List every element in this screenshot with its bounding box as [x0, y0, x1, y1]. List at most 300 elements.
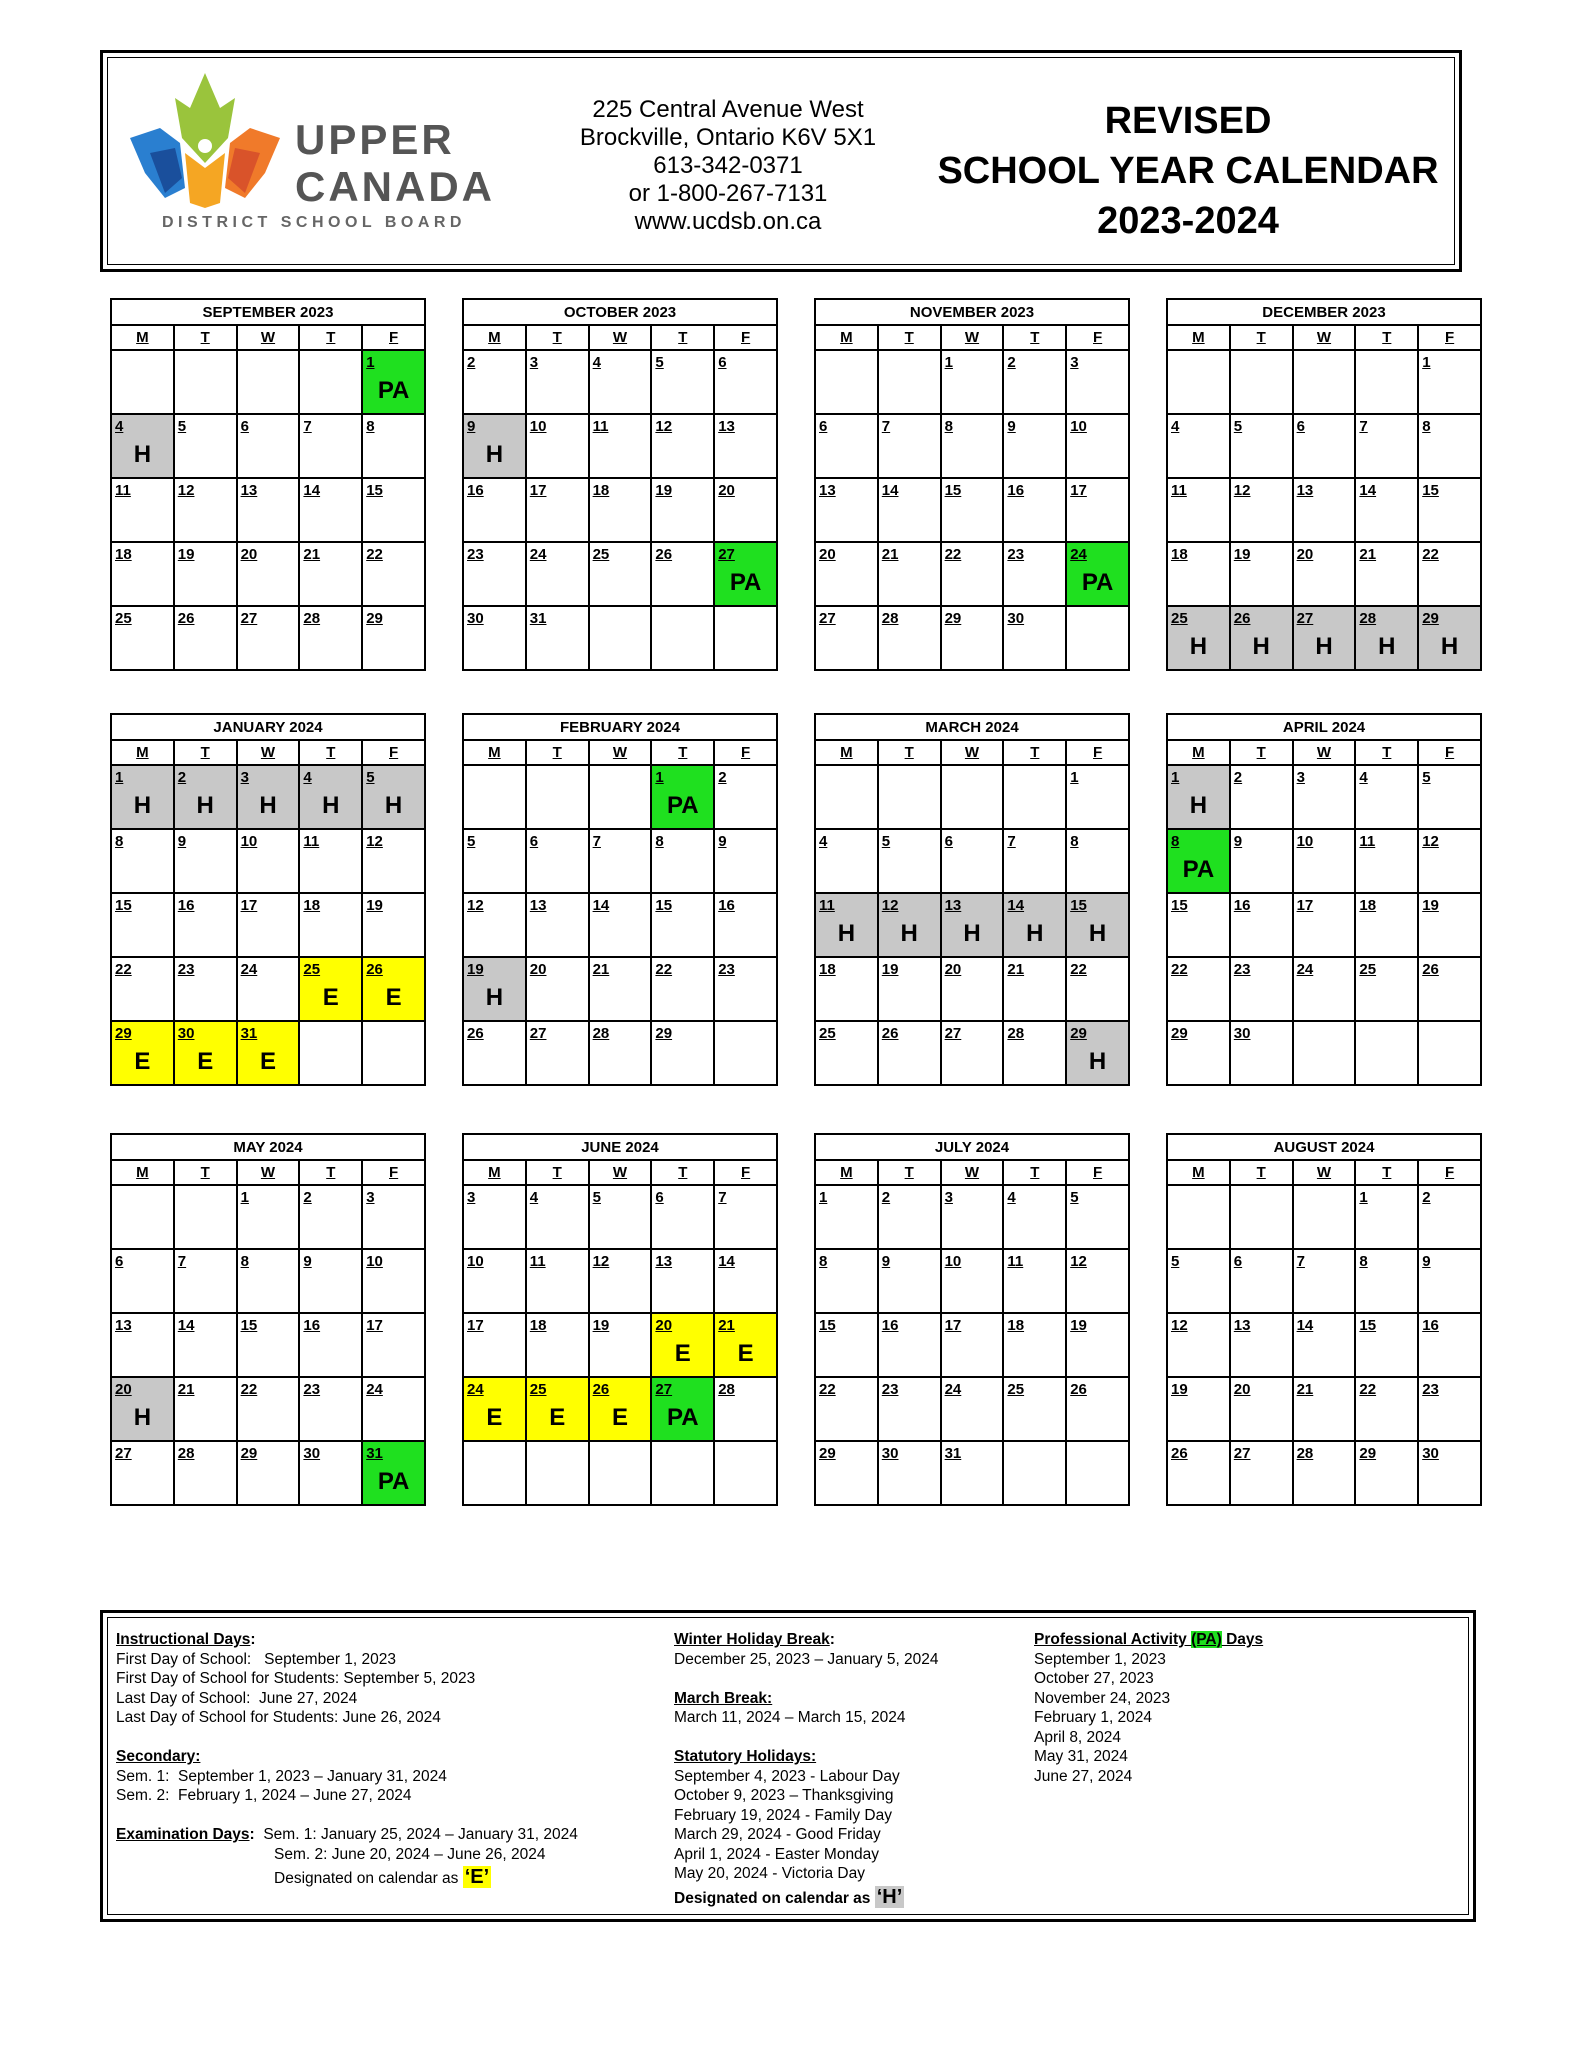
day-cell: [1293, 1249, 1356, 1313]
day-cell: [815, 1185, 878, 1249]
march-line: March 11, 2024 – March 15, 2024: [674, 1709, 906, 1726]
day-number: 29: [1359, 1445, 1377, 1462]
day-cell: [1418, 478, 1481, 542]
day-number: 8: [240, 1253, 249, 1270]
day-cell: [1167, 1021, 1230, 1085]
day-cell: [237, 829, 300, 893]
day-number: 7: [1007, 833, 1016, 850]
day-cell: [237, 1441, 300, 1505]
day-number: 22: [655, 961, 673, 978]
empty-day-cell: [815, 350, 878, 414]
day-cell: [1418, 1377, 1481, 1441]
day-cell: [1293, 957, 1356, 1021]
day-number: 30: [1422, 1445, 1439, 1462]
day-number: 20: [819, 546, 836, 563]
holiday-code-badge: ‘H’: [876, 1885, 903, 1908]
weekday-header: T: [1003, 740, 1066, 765]
day-code-label: H: [485, 984, 504, 1011]
day-number: 21: [177, 1381, 195, 1398]
day-cell: [1418, 542, 1481, 606]
day-number: 15: [1422, 482, 1439, 499]
month-calendar: [1166, 298, 1482, 671]
day-number: 5: [1233, 418, 1243, 435]
day-cell: [1066, 1377, 1129, 1441]
day-cell: [1066, 829, 1129, 893]
day-cell: [111, 1313, 174, 1377]
day-number: 29: [1171, 1025, 1188, 1042]
day-cell: [1066, 350, 1129, 414]
day-number: 15: [115, 897, 132, 914]
day-number: 13: [655, 1253, 673, 1270]
day-cell: [237, 1021, 300, 1085]
empty-day-cell: [1355, 350, 1418, 414]
day-number: 12: [467, 897, 484, 914]
day-number: 29: [819, 1445, 836, 1462]
day-cell: [463, 350, 526, 414]
day-cell: [941, 350, 1004, 414]
day-number: 19: [592, 1317, 610, 1334]
day-cell: [1066, 957, 1129, 1021]
day-number: 30: [881, 1445, 899, 1462]
day-cell: [526, 1249, 589, 1313]
instructional-line: Last Day of School for Students: June 26, 2024: [116, 1709, 441, 1726]
day-number: 6: [944, 833, 953, 850]
month-calendar: [110, 713, 426, 1086]
day-cell: [1230, 606, 1293, 670]
day-cell: [1355, 1441, 1418, 1505]
day-number: 2: [177, 769, 187, 786]
day-cell: [651, 1185, 714, 1249]
day-cell: [714, 893, 777, 957]
day-cell: [878, 478, 941, 542]
day-cell: [111, 765, 174, 829]
day-number: 18: [819, 961, 836, 978]
day-cell: [526, 957, 589, 1021]
day-number: 28: [881, 610, 899, 627]
day-number: 5: [592, 1189, 601, 1206]
day-number: 11: [592, 418, 609, 435]
weekday-header: T: [1230, 1160, 1293, 1185]
day-cell: [463, 829, 526, 893]
day-number: 29: [366, 610, 383, 627]
day-number: 18: [592, 482, 610, 499]
day-cell: [941, 957, 1004, 1021]
month-name: NOVEMBER 2023: [815, 299, 1129, 325]
day-cell: [651, 542, 714, 606]
day-number: 9: [1422, 1253, 1431, 1270]
day-cell: [1293, 606, 1356, 670]
day-number: 26: [1233, 610, 1251, 627]
day-number: 16: [1422, 1317, 1439, 1334]
weekday-header: T: [174, 325, 237, 350]
day-cell: [362, 414, 425, 478]
day-number: 11: [529, 1253, 546, 1270]
day-cell: [1167, 957, 1230, 1021]
day-cell: [1355, 893, 1418, 957]
day-cell: [1003, 893, 1066, 957]
empty-day-cell: [174, 350, 237, 414]
weekday-header: F: [1066, 740, 1129, 765]
day-cell: [589, 414, 652, 478]
title-line-revised: REVISED: [1104, 100, 1272, 142]
legend-box: [100, 1610, 1476, 1922]
day-cell: [589, 829, 652, 893]
day-number: 1: [1070, 769, 1079, 786]
day-cell: [815, 478, 878, 542]
weekday-header: T: [1230, 740, 1293, 765]
day-number: 23: [1233, 961, 1251, 978]
day-number: 8: [944, 418, 953, 435]
weekday-header: T: [174, 1160, 237, 1185]
day-cell: [1167, 414, 1230, 478]
day-number: 16: [177, 897, 195, 914]
empty-day-cell: [1418, 1021, 1481, 1085]
day-number: 31: [529, 610, 547, 627]
day-cell: [362, 1377, 425, 1441]
day-cell: [815, 1313, 878, 1377]
day-number: 6: [240, 418, 249, 435]
month-calendar: [462, 713, 778, 1086]
day-cell: [1003, 829, 1066, 893]
day-number: 28: [718, 1381, 735, 1398]
day-cell: [237, 606, 300, 670]
day-cell: [174, 765, 237, 829]
title-line-calendar: SCHOOL YEAR CALENDAR: [937, 150, 1439, 192]
day-number: 25: [1359, 961, 1377, 978]
day-number: 17: [240, 897, 258, 914]
day-cell: [941, 542, 1004, 606]
day-number: 25: [1007, 1381, 1025, 1398]
day-number: 1: [1359, 1189, 1368, 1206]
day-cell: [1230, 414, 1293, 478]
day-number: 1: [115, 769, 124, 786]
weekday-header: T: [878, 740, 941, 765]
day-number: 21: [592, 961, 610, 978]
day-number: 3: [467, 1189, 476, 1206]
day-cell: [1418, 765, 1481, 829]
day-number: 1: [1422, 354, 1431, 371]
day-cell: [111, 1021, 174, 1085]
day-number: 30: [467, 610, 484, 627]
day-number: 19: [467, 961, 484, 978]
empty-day-cell: [1293, 1185, 1356, 1249]
day-number: 9: [303, 1253, 312, 1270]
day-number: 13: [718, 418, 735, 435]
day-number: 26: [1422, 961, 1439, 978]
weekday-header: M: [1167, 1160, 1230, 1185]
day-cell: [1230, 829, 1293, 893]
day-cell: [299, 1249, 362, 1313]
day-cell: [1003, 1021, 1066, 1085]
day-number: 6: [819, 418, 828, 435]
day-number: 10: [944, 1253, 962, 1270]
day-cell: [362, 957, 425, 1021]
day-cell: [1418, 1441, 1481, 1505]
day-cell: [651, 350, 714, 414]
day-cell: [589, 350, 652, 414]
day-code-label: H: [1378, 633, 1396, 660]
day-cell: [1418, 1249, 1481, 1313]
day-number: 5: [655, 354, 664, 371]
empty-day-cell: [1230, 1185, 1293, 1249]
day-cell: [237, 1249, 300, 1313]
day-number: 17: [944, 1317, 962, 1334]
day-cell: [878, 1377, 941, 1441]
day-cell: [237, 542, 300, 606]
day-number: 29: [655, 1025, 673, 1042]
day-number: 27: [115, 1445, 132, 1462]
day-code-label: E: [385, 984, 402, 1011]
pa-date: February 1, 2024: [1034, 1709, 1153, 1726]
weekday-header: W: [941, 740, 1004, 765]
day-cell: [299, 1377, 362, 1441]
day-cell: [941, 606, 1004, 670]
day-cell: [1293, 1377, 1356, 1441]
day-number: 21: [1296, 1381, 1314, 1398]
day-cell: [1003, 414, 1066, 478]
day-number: 26: [366, 961, 383, 978]
weekday-header: F: [714, 325, 777, 350]
day-code-label: H: [1189, 792, 1208, 819]
day-cell: [1418, 893, 1481, 957]
day-cell: [1293, 414, 1356, 478]
day-cell: [1293, 1441, 1356, 1505]
day-cell: [589, 1313, 652, 1377]
day-cell: [941, 1185, 1004, 1249]
day-cell: [1418, 606, 1481, 670]
pa-code-badge: (PA): [1191, 1631, 1222, 1648]
day-cell: [1293, 765, 1356, 829]
day-cell: [815, 1249, 878, 1313]
day-cell: [526, 1313, 589, 1377]
day-number: 7: [177, 1253, 187, 1270]
weekday-header: T: [651, 325, 714, 350]
day-cell: [878, 1441, 941, 1505]
day-cell: [463, 478, 526, 542]
day-cell: [651, 829, 714, 893]
day-cell: [714, 542, 777, 606]
weekday-header: T: [299, 1160, 362, 1185]
day-number: 10: [467, 1253, 484, 1270]
day-code-label: H: [1252, 633, 1270, 660]
day-number: 29: [944, 610, 962, 627]
day-code-label: PA: [667, 792, 699, 819]
day-cell: [1066, 893, 1129, 957]
day-cell: [1230, 1313, 1293, 1377]
day-number: 3: [1296, 769, 1305, 786]
day-cell: [1167, 829, 1230, 893]
month-name: AUGUST 2024: [1167, 1134, 1481, 1160]
weekday-header: T: [526, 325, 589, 350]
day-cell: [589, 1021, 652, 1085]
day-number: 19: [177, 546, 195, 563]
day-number: 14: [718, 1253, 735, 1270]
statutory-line: October 9, 2023 – Thanksgiving: [674, 1787, 894, 1804]
day-number: 11: [303, 833, 320, 850]
exams-heading: Examination Days: [116, 1826, 250, 1843]
day-cell: [362, 478, 425, 542]
instructional-heading: Instructional Days: [116, 1631, 251, 1648]
empty-day-cell: [1230, 350, 1293, 414]
winter-line: December 25, 2023 – January 5, 2024: [674, 1650, 939, 1668]
address-city: Brockville, Ontario K6V 5X1: [579, 124, 877, 151]
empty-day-cell: [299, 350, 362, 414]
title-line-year: 2023-2024: [1097, 200, 1279, 242]
weekday-header: M: [815, 740, 878, 765]
day-code-label: E: [611, 1404, 628, 1431]
weekday-header: T: [651, 1160, 714, 1185]
day-code-label: E: [322, 984, 339, 1011]
day-number: 9: [881, 1253, 891, 1270]
statutory-designated: Designated on calendar as: [674, 1889, 875, 1907]
day-cell: [362, 606, 425, 670]
day-cell: [362, 1249, 425, 1313]
day-cell: [1003, 478, 1066, 542]
day-number: 5: [1422, 769, 1431, 786]
day-number: 27: [529, 1025, 547, 1042]
weekday-header: T: [1355, 325, 1418, 350]
day-number: 2: [1007, 354, 1016, 371]
winter-heading: Winter Holiday Break: [674, 1631, 830, 1648]
day-cell: [1066, 478, 1129, 542]
day-number: 20: [240, 546, 258, 563]
day-number: 31: [366, 1445, 383, 1462]
day-number: 5: [1070, 1189, 1079, 1206]
day-number: 5: [467, 833, 476, 850]
day-number: 25: [115, 610, 132, 627]
day-cell: [174, 957, 237, 1021]
day-number: 27: [718, 546, 735, 563]
weekday-header: T: [174, 740, 237, 765]
day-number: 20: [1233, 1381, 1251, 1398]
day-code-label: H: [133, 441, 152, 468]
empty-day-cell: [651, 606, 714, 670]
day-cell: [526, 350, 589, 414]
weekday-header: T: [1355, 740, 1418, 765]
day-number: 8: [1171, 833, 1180, 850]
exams-sem1: Sem. 1: January 25, 2024 – January 31, 2024: [263, 1826, 578, 1843]
day-number: 3: [529, 354, 539, 371]
day-cell: [174, 1441, 237, 1505]
day-cell: [1418, 829, 1481, 893]
day-cell: [1230, 1377, 1293, 1441]
day-number: 7: [1296, 1253, 1305, 1270]
day-number: 23: [718, 961, 735, 978]
day-cell: [174, 542, 237, 606]
day-number: 1: [944, 354, 953, 371]
empty-day-cell: [1003, 765, 1066, 829]
day-code-label: H: [485, 441, 504, 468]
day-cell: [111, 1441, 174, 1505]
day-number: 13: [944, 897, 962, 914]
day-number: 25: [819, 1025, 836, 1042]
day-cell: [1230, 478, 1293, 542]
day-code-label: H: [963, 920, 981, 947]
day-number: 5: [177, 418, 187, 435]
weekday-header: T: [878, 1160, 941, 1185]
day-cell: [1418, 414, 1481, 478]
day-number: 28: [1296, 1445, 1314, 1462]
day-code-label: H: [1315, 633, 1333, 660]
day-number: 11: [1007, 1253, 1024, 1270]
header-inner-border: [107, 57, 1455, 265]
month-calendar: [1166, 1133, 1482, 1506]
day-cell: [941, 1249, 1004, 1313]
day-number: 24: [467, 1381, 484, 1398]
day-number: 15: [366, 482, 383, 499]
day-cell: [1167, 765, 1230, 829]
day-number: 10: [1296, 833, 1314, 850]
day-cell: [362, 765, 425, 829]
pa-date: October 27, 2023: [1034, 1670, 1154, 1687]
day-cell: [237, 893, 300, 957]
day-cell: [526, 1185, 589, 1249]
address-phone: 613-342-0371: [653, 152, 803, 179]
day-number: 17: [366, 1317, 383, 1334]
empty-day-cell: [1066, 1441, 1129, 1505]
day-number: 14: [303, 482, 321, 499]
day-cell: [1167, 1313, 1230, 1377]
day-cell: [237, 1313, 300, 1377]
day-cell: [174, 829, 237, 893]
day-cell: [651, 893, 714, 957]
day-cell: [1167, 893, 1230, 957]
day-cell: [362, 1185, 425, 1249]
empty-day-cell: [714, 606, 777, 670]
day-number: 28: [1359, 610, 1377, 627]
board-address: [548, 96, 908, 236]
day-number: 4: [819, 833, 828, 850]
day-number: 12: [592, 1253, 610, 1270]
day-cell: [714, 350, 777, 414]
day-cell: [526, 478, 589, 542]
weekday-header: W: [589, 740, 652, 765]
empty-day-cell: [589, 606, 652, 670]
day-number: 5: [1171, 1253, 1180, 1270]
day-number: 23: [467, 546, 484, 563]
day-cell: [1167, 1249, 1230, 1313]
day-code-label: E: [737, 1340, 754, 1367]
day-cell: [526, 893, 589, 957]
weekday-header: M: [1167, 325, 1230, 350]
day-cell: [651, 414, 714, 478]
day-number: 25: [592, 546, 610, 563]
address-street: 225 Central Avenue West: [592, 96, 864, 123]
day-cell: [299, 1185, 362, 1249]
day-number: 27: [819, 610, 836, 627]
month-name: SEPTEMBER 2023: [111, 299, 425, 325]
month-name: JULY 2024: [815, 1134, 1129, 1160]
day-code-label: E: [134, 1048, 151, 1075]
day-cell: [1003, 606, 1066, 670]
empty-day-cell: [815, 765, 878, 829]
day-cell: [1066, 542, 1129, 606]
day-code-label: E: [674, 1340, 691, 1367]
pa-date: April 8, 2024: [1034, 1728, 1122, 1746]
day-cell: [941, 1021, 1004, 1085]
day-number: 19: [1422, 897, 1439, 914]
weekday-header: F: [1418, 1160, 1481, 1185]
day-cell: [1293, 542, 1356, 606]
day-cell: [1355, 765, 1418, 829]
day-number: 14: [1007, 897, 1025, 914]
day-number: 14: [177, 1317, 195, 1334]
day-cell: [299, 542, 362, 606]
day-number: 18: [1359, 897, 1377, 914]
day-cell: [1003, 350, 1066, 414]
weekday-header: T: [878, 325, 941, 350]
day-cell: [1293, 829, 1356, 893]
